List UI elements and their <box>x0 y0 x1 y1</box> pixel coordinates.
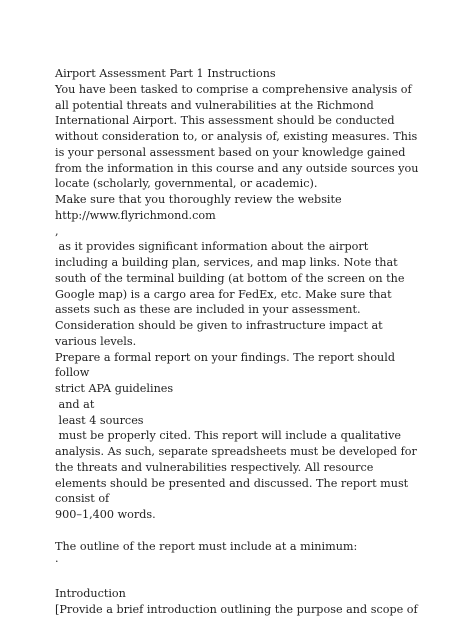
text-line: follow <box>55 366 90 380</box>
text-line: and at <box>55 397 95 411</box>
text-line: locate (scholarly, governmental, or academic). <box>55 177 318 191</box>
text-line: Prepare a formal report on your findings. The report should <box>55 350 396 364</box>
text-line: is your personal assessment based on your knowledge gained <box>55 145 406 159</box>
text-line: from the information in this course and any outside sources you <box>55 161 419 175</box>
blank-line <box>55 523 447 539</box>
section-heading-introduction: Introduction <box>55 586 126 600</box>
text-line: without consideration to, or analysis of, existing measures. This <box>55 130 418 143</box>
text-line: various levels. <box>55 334 137 348</box>
text-line: elements should be presented and discussed. The report must <box>55 476 409 490</box>
text-line: Google map) is a cargo area for FedEx, etc. Make sure that <box>55 287 392 301</box>
text-line: The outline of the report must include at a minimum: <box>55 539 358 553</box>
text-line: must be properly cited. This report will include a qualitative <box>55 429 402 443</box>
text-line: [Provide a brief introduction outlining the purpose and scope of <box>55 602 418 616</box>
text-line: including a building plan, services, and map links. Note that <box>55 256 398 269</box>
text-line: least 4 sources <box>55 413 144 427</box>
document-body <box>55 66 447 617</box>
bullet-marker: · <box>55 555 59 569</box>
text-line: You have been tasked to comprise a comprehensive analysis of <box>55 82 412 96</box>
text-line: the threats and vulnerabilities respectively. All resource <box>55 460 374 474</box>
text-line: consist of <box>55 492 110 506</box>
text-line: strict APA guidelines <box>55 382 174 395</box>
text-line: assets such as these are included in your assessment. <box>55 303 361 317</box>
text-line: , <box>55 224 59 238</box>
website-url: http://www.flyrichmond.com <box>55 208 216 222</box>
text-line: International Airport. This assessment should be conducted <box>55 114 395 128</box>
text-line: Make sure that you thoroughly review the website <box>55 193 342 206</box>
text-line: as it provides significant information about the airport <box>55 240 369 254</box>
text-line: 900–1,400 words. <box>55 508 156 521</box>
document-title: Airport Assessment Part 1 Instructions <box>55 67 276 80</box>
text-line: all potential threats and vulnerabilities at the Richmond <box>55 98 374 112</box>
text-line: analysis. As such, separate spreadsheets must be developed for <box>55 445 417 458</box>
text-line: Consideration should be given to infrastructure impact at <box>55 319 383 332</box>
text-line: south of the terminal building (at bottom of the screen on the <box>55 271 405 285</box>
blank-line <box>55 570 447 586</box>
